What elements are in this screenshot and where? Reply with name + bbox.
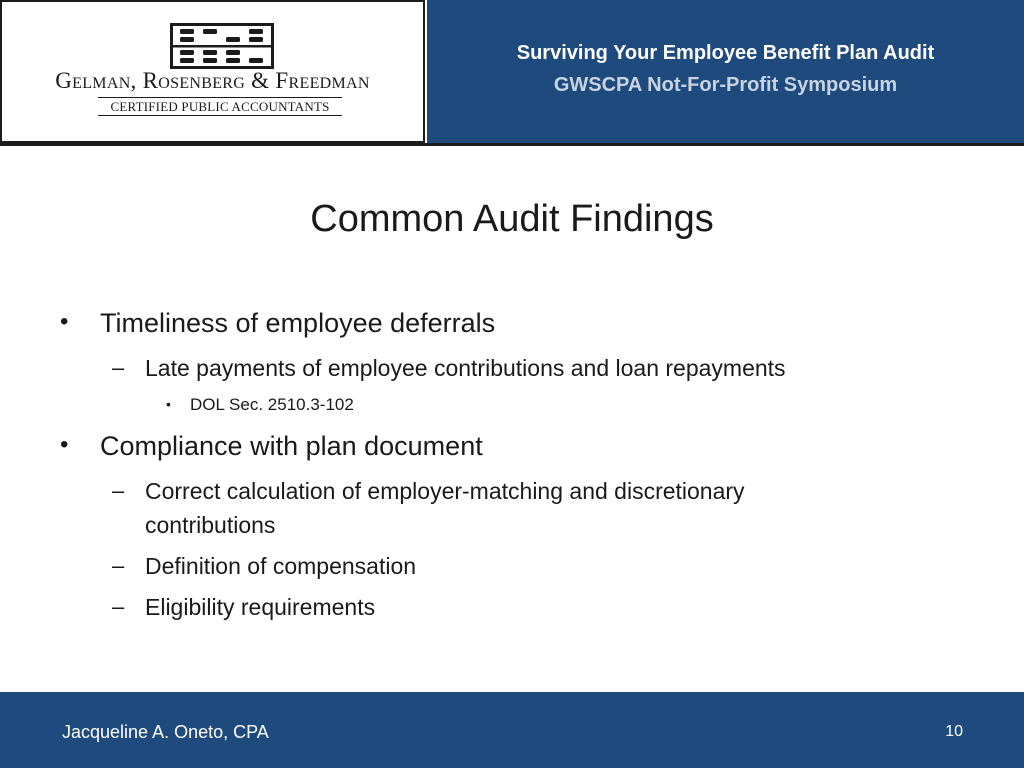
sub-bullet-marker: –	[112, 594, 125, 619]
slide-title: Common Audit Findings	[310, 198, 714, 240]
presentation-subtitle: GWSCPA Not-For-Profit Symposium	[553, 74, 898, 96]
header-divider	[0, 143, 1024, 146]
sub-bullet-marker: –	[112, 355, 125, 380]
sub-bullet-item: Eligibility requirements	[145, 594, 376, 620]
bullet-marker: •	[60, 431, 69, 458]
firm-subtitle: CERTIFIED PUBLIC ACCOUNTANTS	[98, 97, 342, 116]
bullet-item: Compliance with plan document	[100, 431, 483, 461]
bullet-marker: •	[60, 308, 69, 335]
sub-bullet-item: Definition of compensation	[145, 553, 417, 579]
sub-sub-bullet-item: DOL Sec. 2510.3-102	[190, 395, 354, 414]
sub-bullet-marker: –	[112, 478, 125, 503]
bullet-item: Timeliness of employee deferrals	[100, 308, 496, 338]
header-banner	[427, 0, 1024, 143]
sub-bullet-marker: –	[112, 553, 125, 578]
sub-sub-bullet-marker: •	[166, 396, 171, 412]
firm-name: Gelman, Rosenberg & Freedman	[55, 68, 370, 93]
firm-logo	[0, 0, 425, 143]
slide-footer	[0, 692, 1024, 768]
page-number: 10	[945, 723, 963, 740]
abacus-icon	[170, 23, 274, 69]
sub-bullet-item: Correct calculation of employer-matching and discretionary	[145, 478, 745, 504]
sub-bullet-item-continued: contributions	[145, 512, 276, 538]
presenter-name: Jacqueline A. Oneto, CPA	[62, 722, 269, 742]
presentation-title: Surviving Your Employee Benefit Plan Audit	[516, 42, 935, 64]
slide-header	[0, 0, 1024, 147]
sub-bullet-item: Late payments of employee contributions and loan repayments	[145, 355, 786, 381]
